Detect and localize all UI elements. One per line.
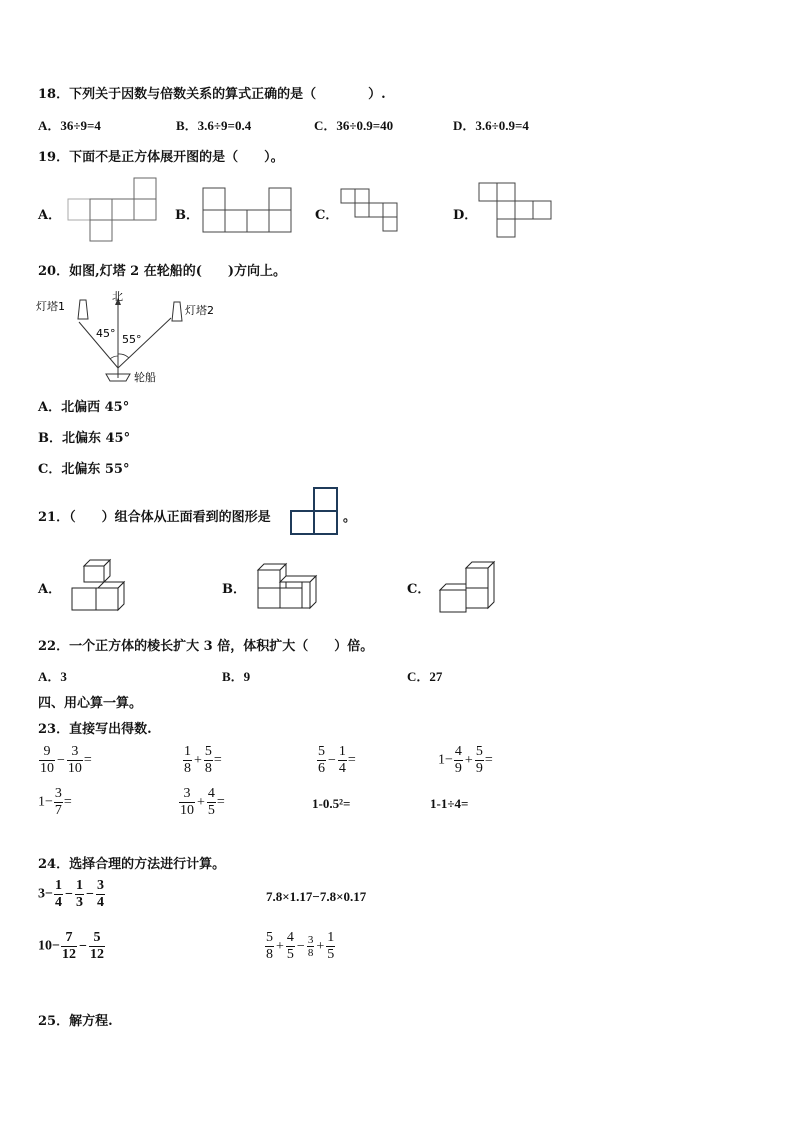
q24-expr-1: 3− $\frac{1}{4}$ − $\frac{1}{3}$ − $\frac{3}{4}$	[38, 878, 104, 910]
q20-option-b: B．北偏东 45°	[38, 431, 131, 446]
q25-stem: 25．解方程.	[38, 1014, 113, 1029]
q20-stem: 20．如图,灯塔 2 在轮船的( )方向上。	[38, 264, 287, 279]
net-c-figure	[340, 188, 402, 236]
q20-option-c: C．北偏东 55°	[38, 462, 130, 477]
q23-stem: 23．直接写出得数.	[38, 722, 152, 737]
q19-label-c: C．	[315, 208, 339, 223]
q19-label-a: A．	[38, 208, 62, 223]
q23-expr-5: 1− $\frac{3}{7}$ =	[38, 786, 72, 818]
cube-figure-c	[438, 560, 500, 616]
compass-diagram	[34, 288, 234, 388]
lighthouse-2-icon	[172, 302, 182, 321]
q23-expr-6: $\frac{3}{10}$ + $\frac{4}{5}$ =	[180, 786, 225, 818]
angle-45-label: 45°	[96, 327, 116, 340]
q23-expr-4: 1− $\frac{4}{9}$ + $\frac{5}{9}$ =	[438, 744, 493, 776]
q18-option-d: D．3.6÷0.9=4	[453, 118, 529, 133]
lighthouse-1-label: 灯塔1	[36, 300, 65, 313]
q22-option-c: C．27	[407, 669, 443, 684]
q18-option-a: A．36÷9=4	[38, 118, 101, 133]
net-b-figure	[202, 187, 294, 235]
q24-expr-2: 7.8×1.17−7.8×0.17	[266, 889, 367, 904]
q24-expr-4: $\frac{5}{8}$ + $\frac{4}{5}$ − $\frac{3}{8}$ + $\frac{1}{5}$	[266, 930, 335, 962]
q24-expr-3: 10− $\frac{7}{12}$ − $\frac{5}{12}$	[38, 930, 104, 962]
q23-expr-2: $\frac{1}{8}$ + $\frac{5}{8}$ =	[184, 744, 222, 776]
q19-label-b: B．	[175, 208, 199, 223]
q22-stem: 22．一个正方体的棱长扩大 3 倍，体积扩大（ ）倍。	[38, 639, 374, 654]
net-a-figure	[66, 178, 158, 244]
net-d-figure	[478, 182, 554, 240]
ship-label: 轮船	[134, 371, 156, 384]
q21-label-b: B．	[222, 582, 246, 597]
lighthouse-1-icon	[78, 300, 88, 319]
q23-expr-8: 1-1÷4=	[430, 796, 469, 811]
front-view-figure	[289, 486, 341, 538]
q22-option-a: A．3	[38, 669, 67, 684]
q21-label-a: A．	[38, 582, 62, 597]
q21-label-c: C．	[407, 582, 431, 597]
q23-expr-3: $\frac{5}{6}$ − $\frac{1}{4}$ =	[318, 744, 356, 776]
cube-figure-a	[70, 558, 132, 614]
q20-option-a: A．北偏西 45°	[38, 400, 130, 415]
cube-figure-b	[256, 562, 322, 612]
q19-label-d: D．	[453, 208, 478, 223]
north-label: 北	[112, 290, 123, 303]
section-4-heading: 四、用心算一算。	[38, 696, 143, 711]
q24-stem: 24．选择合理的方法进行计算。	[38, 857, 226, 872]
q23-expr-7: 1-0.5²=	[312, 796, 351, 811]
q18-stem: 18．下列关于因数与倍数关系的算式正确的是（ ）.	[38, 87, 386, 102]
q21-stem-end: 。	[343, 510, 357, 525]
q21-stem: 21．（ ）组合体从正面看到的图形是	[38, 510, 271, 525]
angle-55-label: 55°	[122, 333, 142, 346]
q23-expr-1: $\frac{9}{10}$ − $\frac{3}{10}$ =	[40, 744, 92, 776]
lighthouse-2-label: 灯塔2	[185, 304, 214, 317]
q22-option-b: B．9	[222, 669, 251, 684]
q18-option-b: B．3.6÷9=0.4	[176, 118, 252, 133]
q18-option-c: C．36÷0.9=40	[314, 118, 394, 133]
q19-stem: 19．下面不是正方体展开图的是（ ）。	[38, 150, 284, 165]
